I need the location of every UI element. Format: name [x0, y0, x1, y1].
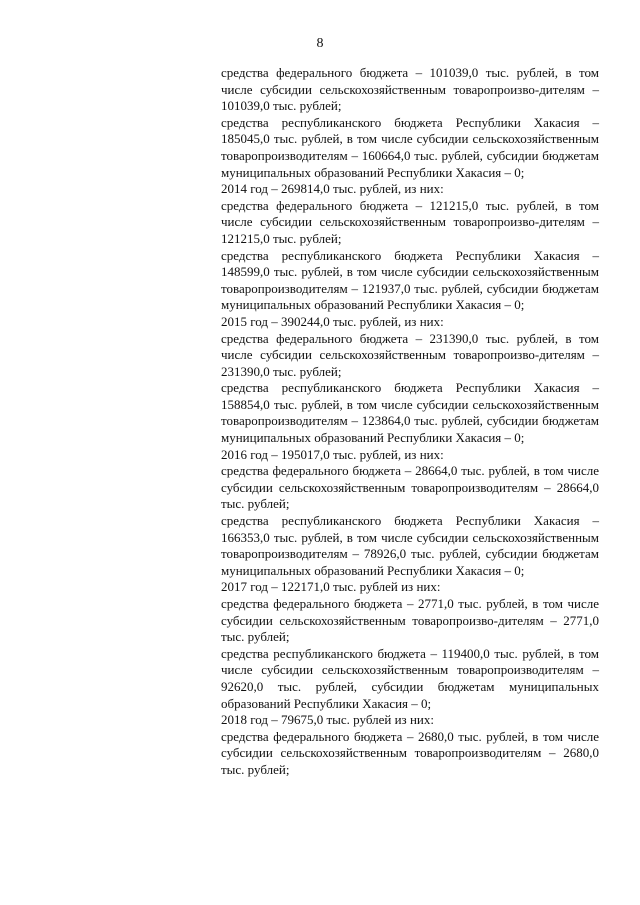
- paragraph-federal-2018: средства федерального бюджета – 2680,0 тыс. рублей, в том числе субсидии сельскохозяйственным товаропроизводителям – 2680,0 тыс. рублей;: [221, 728, 599, 777]
- page-number: 8: [316, 36, 324, 51]
- document-body: [221, 65, 599, 779]
- paragraph-year-2016: 2016 год – 195017,0 тыс. рублей, из них:: [221, 446, 444, 462]
- paragraph-year-2017: 2017 год – 122171,0 тыс. рублей из них:: [221, 579, 441, 595]
- paragraph-federal-2017: средства федерального бюджета – 2771,0 тыс. рублей, в том числе субсидии сельскохозяйственным товаропроизво-дителям – 2771,0 тыс. рублей;: [221, 596, 599, 645]
- paragraph-year-2018: 2018 год – 79675,0 тыс. рублей из них:: [221, 712, 434, 728]
- paragraph-year-2015: 2015 год – 390244,0 тыс. рублей, из них:: [221, 313, 444, 329]
- paragraph-federal-2015: средства федерального бюджета – 231390,0 тыс. рублей, в том числе субсидии сельскохозяйственным товаропроизво-дителям – 231390,0 тыс. рублей;: [221, 330, 599, 379]
- paragraph-republican-2014: средства республиканского бюджета Республики Хакасия – 148599,0 тыс. рублей, в том числе субсидии сельскохозяйственным товаропроизводителям – 121937,0 тыс. рублей, субсидии бюджетам муниципальных образований Республики Хакасия – 0;: [221, 247, 599, 313]
- paragraph-federal-2013: средства федерального бюджета – 101039,0 тыс. рублей, в том числе субсидии сельскохозяйственным товаропроизво-дителям – 101039,0 тыс. рублей;: [221, 65, 599, 114]
- paragraph-republican-2017: средства республиканского бюджета – 119400,0 тыс. рублей, в том числе субсидии сельскохозяйственным товаропроизводителям – 92620,0 тыс. рублей, субсидии бюджетам муниципальных образований Республики Хакасия – 0;: [221, 645, 599, 711]
- paragraph-republican-2016: средства республиканского бюджета Республики Хакасия – 166353,0 тыс. рублей, в том числе субсидии сельскохозяйственным товаропроизводителям – 78926,0 тыс. рублей, субсидии бюджетам муниципальных образований Республики Хакасия – 0;: [221, 513, 599, 578]
- paragraph-year-2014: 2014 год – 269814,0 тыс. рублей, из них:: [221, 181, 444, 197]
- paragraph-federal-2016: средства федерального бюджета – 28664,0 тыс. рублей, в том числе субсидии сельскохозяйственным товаропроизводителям – 28664,0 тыс. рублей;: [221, 463, 599, 512]
- paragraph-federal-2014: средства федерального бюджета – 121215,0 тыс. рублей, в том числе субсидии сельскохозяйственным товаропроизво-дителям – 121215,0 тыс. рублей;: [221, 197, 599, 246]
- paragraph-republican-2013: средства республиканского бюджета Республики Хакасия – 185045,0 тыс. рублей, в том числе субсидии сельскохозяйственным товаропроизводителям – 160664,0 тыс. рублей, субсидии бюджетам муниципальных образований Республики Хакасия – 0;: [221, 114, 599, 180]
- paragraph-republican-2015: средства республиканского бюджета Республики Хакасия – 158854,0 тыс. рублей, в том числе субсидии сельскохозяйственным товаропроизводителям – 123864,0 тыс. рублей, субсидии бюджетам муниципальных образований Республики Хакасия – 0;: [221, 380, 599, 446]
